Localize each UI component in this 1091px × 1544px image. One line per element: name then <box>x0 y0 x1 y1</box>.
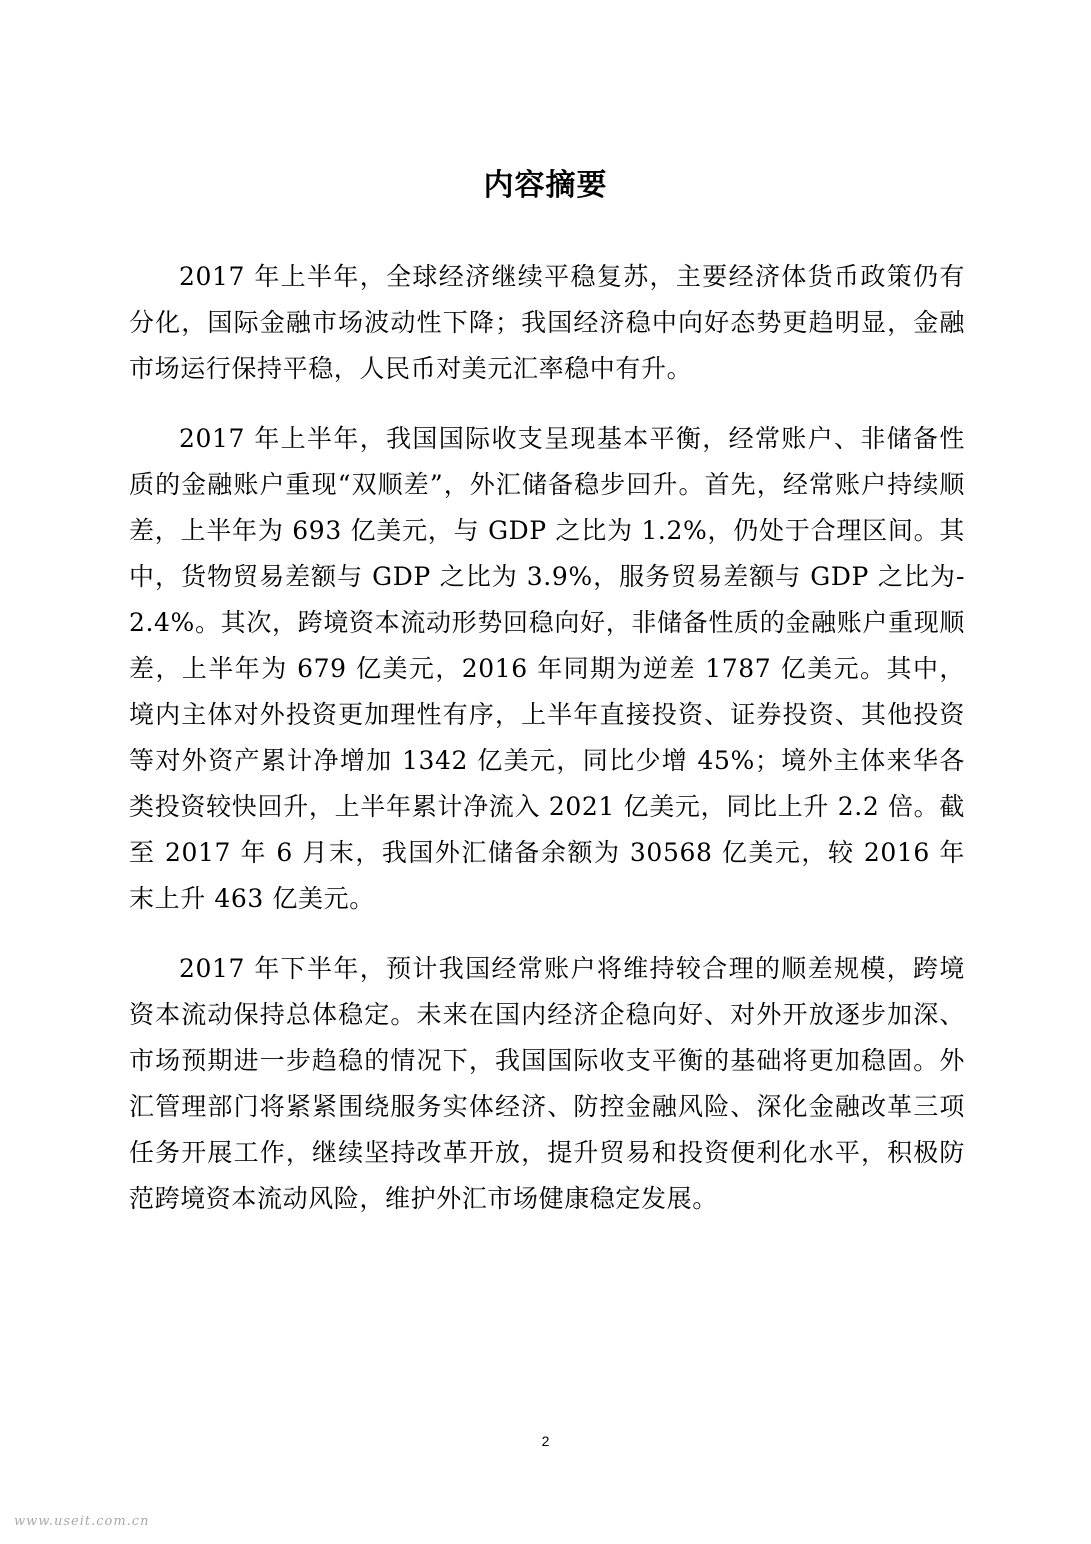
watermark: www.useit.com.cn <box>14 1514 150 1529</box>
page-title: 内容摘要 <box>483 168 608 203</box>
paragraph-balance-of-payments: 2017 年上半年，我国国际收支呈现基本平衡，经常账户、非储备性质的金融账户重现“双顺差”，外汇储备稳步回升。首先，经常账户持续顺差，上半年为 693 亿美元，与 GDP 之比为 1.2%，仍处于合理区间。其中，货物贸易差额与 GDP 之比为 3.9%，服务贸易差额与 GDP 之比为-2.4%。其次，跨境资本流动形势回稳向好，非储备性质的金融账户重现顺差，上半年为 679 亿美元，2016 年同期为逆差 1787 亿美元。其中，境内主体对外投资更加理性有序，上半年直接投资、证券投资、其他投资等对外资产累计净增加 1342 亿美元，同比少增 45%；境外主体来华各类投资较快回升，上半年累计净流入 2021 亿美元，同比上升 2.2 倍。截至 2017 年 6 月末，我国外汇储备余额为 30568 亿美元，较 2016 年末上升 463 亿美元。 <box>129 424 965 913</box>
paragraph-overview: 2017 年上半年，全球经济继续平稳复苏，主要经济体货币政策仍有分化，国际金融市场波动性下降；我国经济稳中向好态势更趋明显，金融市场运行保持平稳，人民币对美元汇率稳中有升。 <box>129 262 965 383</box>
paragraph-outlook: 2017 年下半年，预计我国经常账户将维持较合理的顺差规模，跨境资本流动保持总体稳定。未来在国内经济企稳向好、对外开放逐步加深、市场预期进一步趋稳的情况下，我国国际收支平衡的基础将更加稳固。外汇管理部门将紧紧围绕服务实体经济、防控金融风险、深化金融改革三项任务开展工作，继续坚持改革开放，提升贸易和投资便利化水平，积极防范跨境资本流动风险，维护外汇市场健康稳定发展。 <box>129 954 965 1213</box>
page-number: 2 <box>541 1433 550 1449</box>
document-body <box>129 254 965 1246</box>
